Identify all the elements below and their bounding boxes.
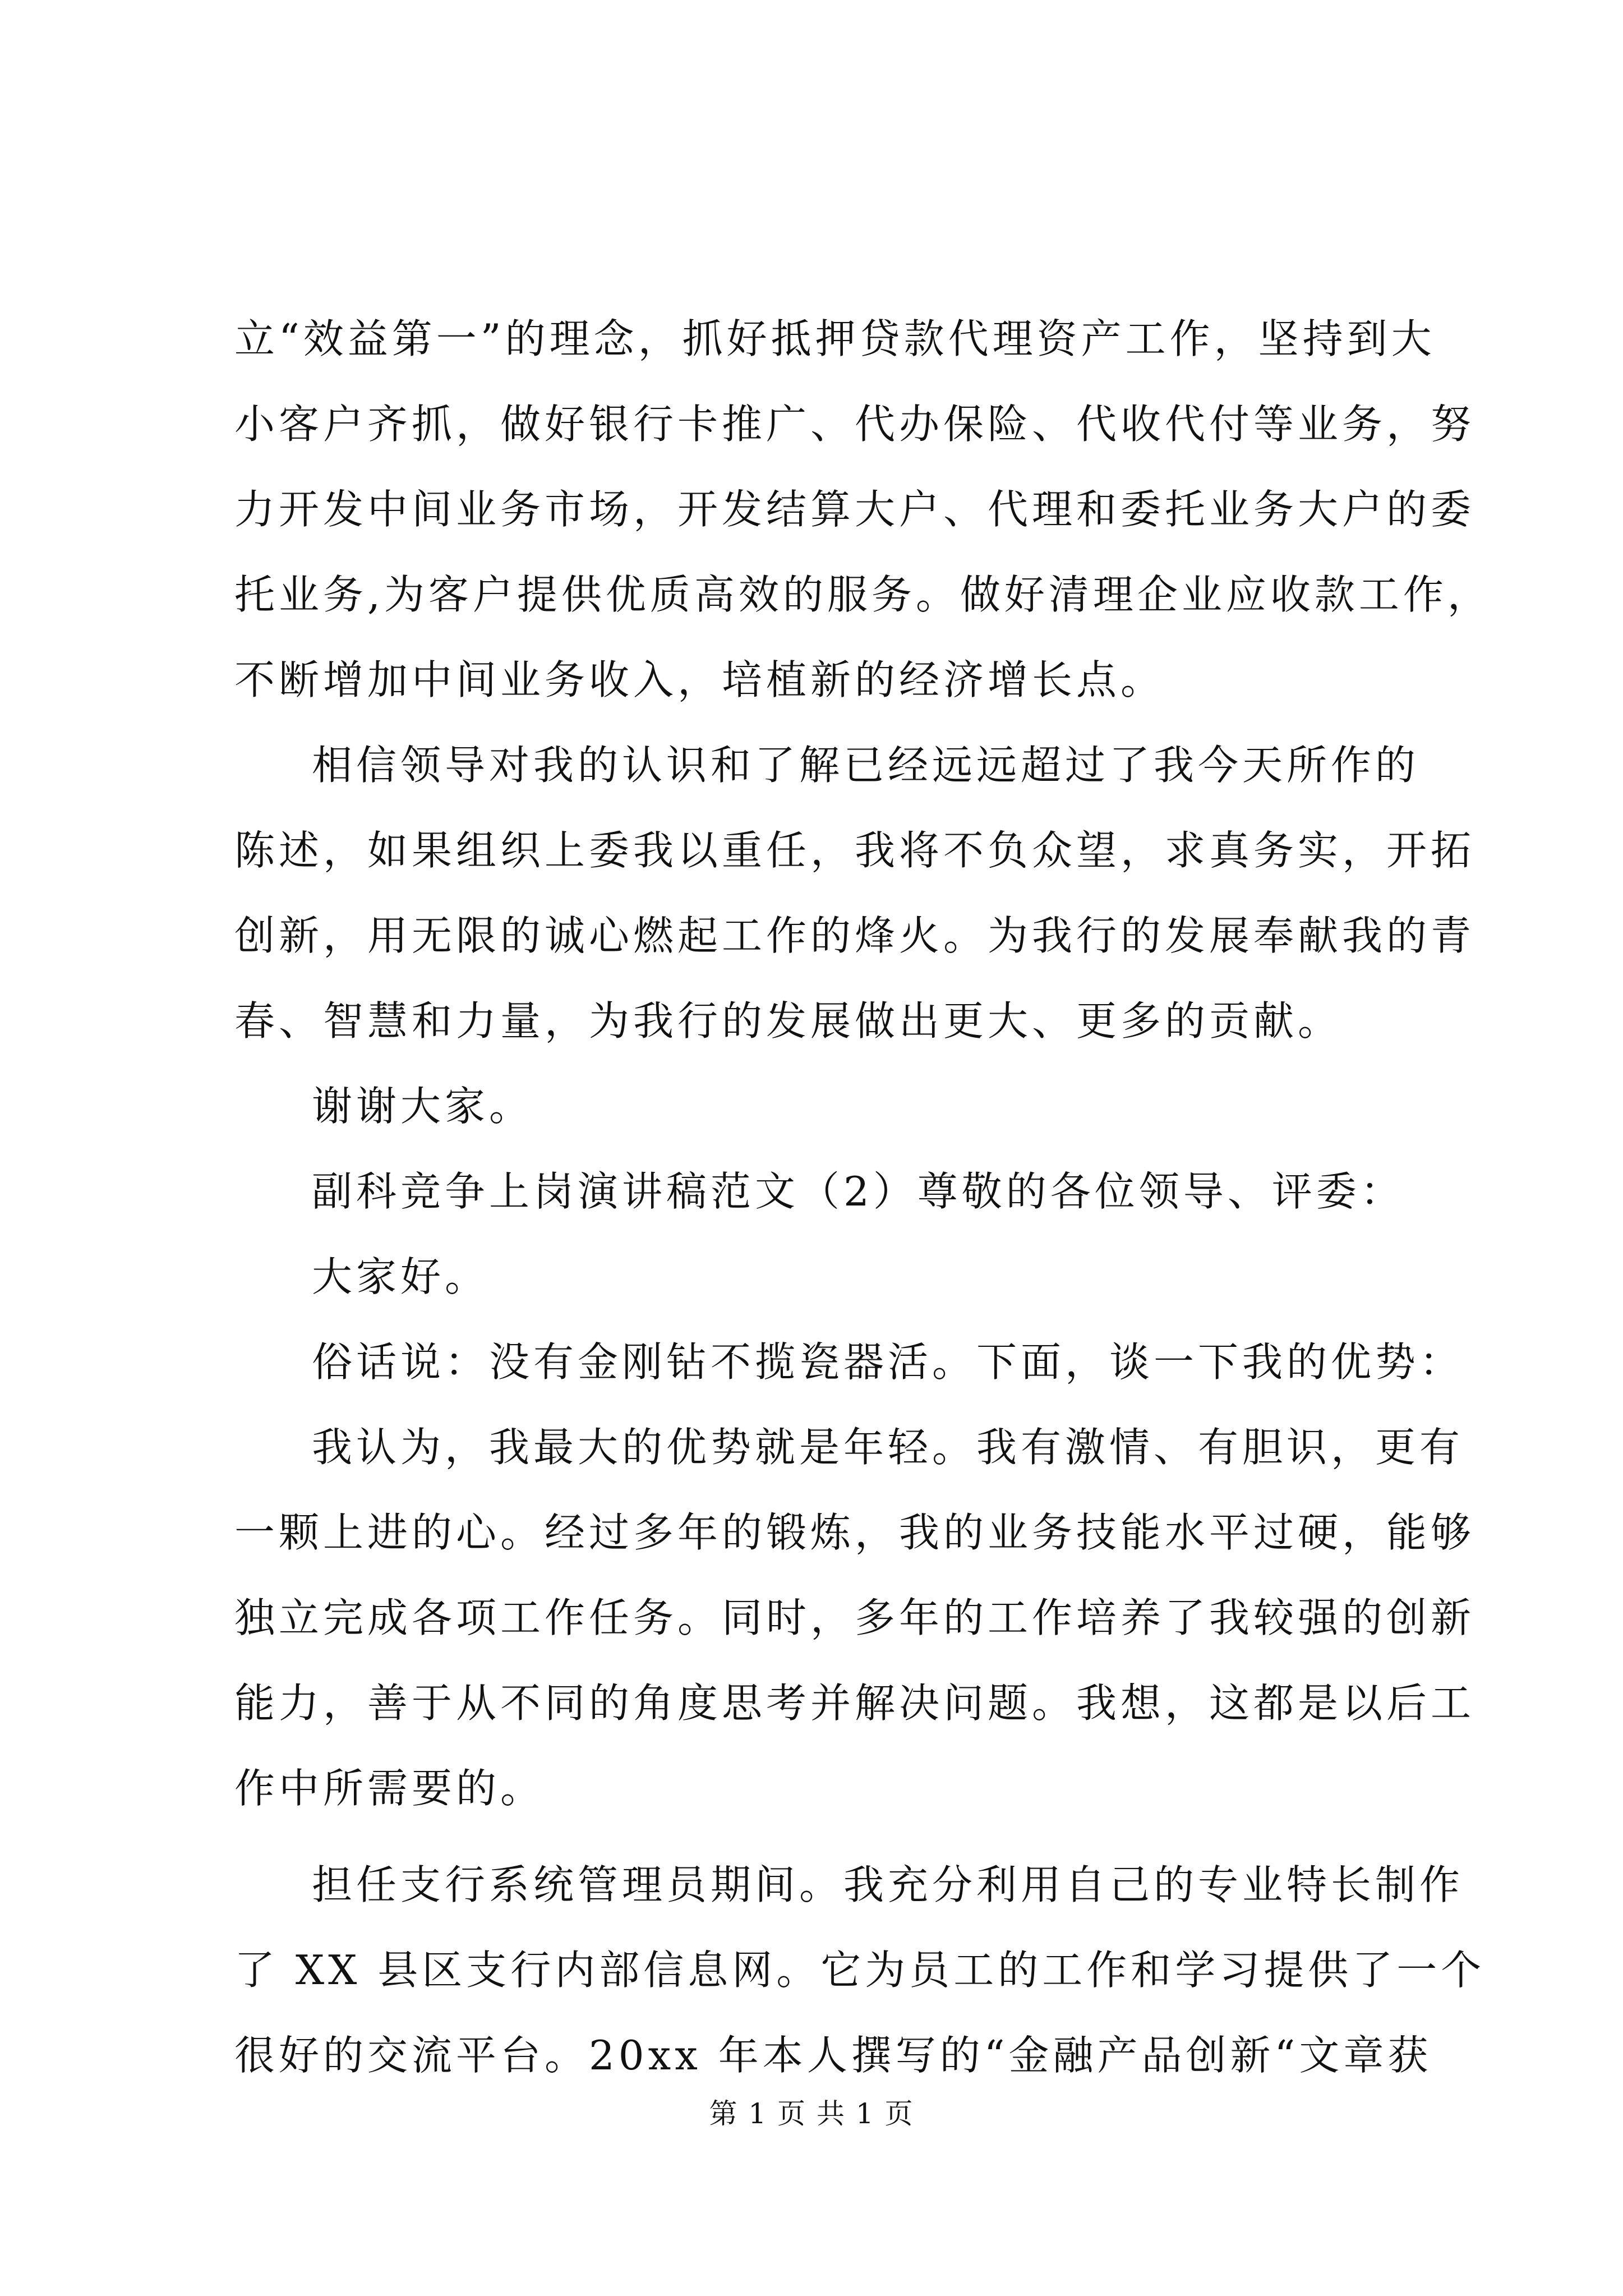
text-line: 春、智慧和力量，为我行的发展做出更大、更多的贡献。 <box>234 997 1343 1045</box>
text-line: 很好的交流平台。20xx 年本人撰写的“金融产品创新“文章获 <box>234 2032 1432 2079</box>
text-line: 不断增加中间业务收入，培植新的经济增长点。 <box>234 656 1165 703</box>
page-number-label: 第 1 页 共 1 页 <box>709 2097 914 2130</box>
text-line: 小客户齐抓，做好银行卡推广、代办保险、代收代付等业务，努 <box>234 401 1476 448</box>
text-line: 能力，善于从不同的角度思考并解决问题。我想，这都是以后工 <box>234 1680 1476 1727</box>
paragraph-start-line: 相信领导对我的认识和了解已经远远超过了我今天所作的 <box>312 742 1420 789</box>
document-body <box>234 296 1492 2098</box>
paragraph-start-line: 我认为，我最大的优势就是年轻。我有激情、有胆识，更有 <box>312 1424 1464 1471</box>
paragraph-start-line: 担任支行系统管理员期间。我充分利用自己的专业特长制作 <box>312 1861 1464 1908</box>
text-line: 力开发中间业务市场，开发结算大户、代理和委托业务大户的委 <box>234 486 1476 533</box>
section-heading-line: 副科竞争上岗演讲稿范文（2）尊敬的各位领导、评委： <box>312 1168 1405 1215</box>
paragraph-start-line: 大家好。 <box>312 1253 490 1300</box>
text-line: 立“效益第一”的理念，抓好抵押贷款代理资产工作，坚持到大 <box>234 315 1436 362</box>
page-footer <box>0 2097 1623 2131</box>
paragraph-start-line: 俗话说：没有金刚钻不揽瓷器活。下面，谈一下我的优势： <box>312 1338 1464 1386</box>
text-line: 独立完成各项工作任务。同时，多年的工作培养了我较强的创新 <box>234 1594 1476 1641</box>
text-line: 了 XX 县区支行内部信息网。它为员工的工作和学习提供了一个 <box>234 1947 1486 1994</box>
text-line: 创新，用无限的诚心燃起工作的烽火。为我行的发展奉献我的青 <box>234 912 1476 959</box>
text-line: 作中所需要的。 <box>234 1765 545 1812</box>
text-line: 一颗上进的心。经过多年的锻炼，我的业务技能水平过硬，能够 <box>234 1509 1476 1556</box>
text-line: 陈述，如果组织上委我以重任，我将不负众望，求真务实，开拓 <box>234 827 1476 874</box>
text-line: 托业务,为客户提供优质高效的服务。做好清理企业应收款工作， <box>234 571 1492 618</box>
paragraph-start-line: 谢谢大家。 <box>312 1083 534 1130</box>
